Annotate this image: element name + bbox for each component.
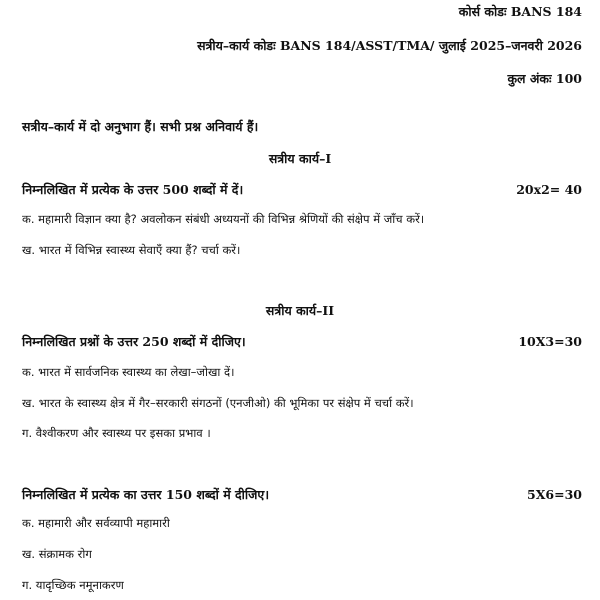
section2-question-c: ग. वैश्वीकरण और स्वास्थ्य पर इसका प्रभाव ।: [22, 426, 211, 440]
section2-marks: 10X3=30: [518, 334, 582, 349]
section1-title: सत्रीय कार्य–I: [268, 151, 332, 166]
section3-question-a: क. महामारी और सर्वव्यापी महामारी: [22, 516, 170, 530]
section2-question-a: क. भारत में सार्वजनिक स्वास्थ्य का लेखा–जोखा दें।: [22, 365, 235, 379]
section3-question-c: ग. यादृच्छिक नमूनाकरण: [22, 578, 124, 592]
section1-instruction: निम्नलिखित में प्रत्येक के उत्तर 500 शब्दों में दें।: [22, 182, 244, 197]
section1-question-a: क. महामारी विज्ञान क्या है? अवलोकन संबंधी अध्ययनों की विभिन्न श्रेणियों की संक्षेप में जाँच करें।: [22, 212, 425, 226]
section3-instruction: निम्नलिखित में प्रत्येक का उत्तर 150 शब्दों में दीजिए।: [22, 487, 270, 502]
section1-marks: 20x2= 40: [516, 182, 582, 197]
section2-title: सत्रीय कार्य–II: [265, 303, 335, 318]
section2-instruction: निम्नलिखित प्रश्नों के उत्तर 250 शब्दों में दीजिए।: [22, 334, 246, 349]
intro-text: सत्रीय–कार्य में दो अनुभाग हैं। सभी प्रश्न अनिवार्य हैं।: [22, 119, 259, 134]
section3-marks: 5X6=30: [527, 487, 582, 502]
section2-question-b: ख. भारत के स्वास्थ्य क्षेत्र में गैर–सरकारी संगठनों (एनजीओ) की भूमिका पर संक्षेप में चर्चा करें।: [22, 396, 414, 410]
total-marks: कुल अंकः 100: [507, 71, 582, 86]
assignment-code: सत्रीय–कार्य कोडः BANS 184/ASST/TMA/ जुलाई 2025–जनवरी 2026: [197, 38, 582, 53]
course-code: कोर्स कोडः BANS 184: [458, 4, 582, 19]
section3-question-b: ख. संक्रामक रोग: [22, 547, 92, 561]
section1-question-b: ख. भारत में विभिन्न स्वास्थ्य सेवाएँ क्या हैं? चर्चा करें।: [22, 243, 241, 257]
